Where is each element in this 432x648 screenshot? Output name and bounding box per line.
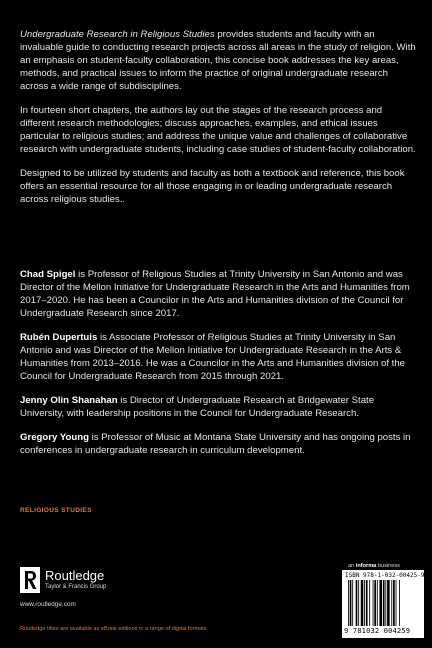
author-bio — [20, 268, 416, 320]
ebook-note: Routledge titles are available as eBook editions in a range of digital formats — [20, 626, 207, 632]
description-paragraph-2: In fourteen short chapters, the authors lay out the stages of the research process and different research methodologies; discuss approaches, examples, and ethical issues particular to religious studies; and address the unique value and challenges of collaborative research with undergraduate students, including case studies of student-faculty collaboration. — [20, 105, 416, 155]
author-name: Jenny Olin Shanahan — [20, 395, 118, 406]
informa-suffix: business — [376, 563, 400, 569]
publisher-url: www.routledge.com — [20, 601, 76, 608]
author-name: Chad Spigel — [20, 269, 76, 280]
publisher-logo — [20, 567, 106, 593]
author-bio-text: is Director of Undergraduate Research at Bridgewater State University, with leadership positions in the Council for Undergraduate Research. — [20, 395, 375, 419]
author-name: Gregory Young — [20, 432, 89, 443]
author-bio — [20, 331, 416, 383]
informa-business-line — [348, 563, 400, 569]
publisher-name: Routledge — [45, 568, 105, 583]
author-bios — [20, 268, 416, 468]
publisher-group: Taylor & Francis Group — [45, 584, 107, 590]
description-paragraph-3: Designed to be utilized by students and faculty as both a textbook and reference, this book offers an essential resource for all those engaging in or leading undergraduate research across religious studies.. — [20, 168, 405, 205]
author-bio — [20, 431, 416, 457]
author-name: Rubén Dupertuis — [20, 332, 98, 343]
barcode-icon — [348, 580, 418, 626]
description-block — [20, 28, 416, 217]
subject-category: RELIGIOUS STUDIES — [20, 507, 92, 514]
book-title: Undergraduate Research in Religious Studies — [20, 29, 215, 40]
author-bio-text: is Professor of Music at Montana State University and has ongoing posts in conferences in undergraduate research in curriculum development. — [20, 432, 411, 456]
routledge-r-icon — [20, 567, 40, 593]
informa-prefix: an — [348, 563, 356, 569]
author-bio — [20, 394, 416, 420]
barcode-box — [342, 570, 424, 638]
isbn-label: ISBN 978-1-032-00425-9 — [345, 572, 425, 579]
description-paragraph-1-text: provides students and faculty with an invaluable guide to conducting research projects across all areas in the study of religion. With an emphasis on student-faculty collaboration, this concise book addresses the key areas, methods, and practical issues to inform the practice of original undergraduate research across a wide range of subdisciplines. — [20, 29, 416, 92]
description-paragraph-1 — [20, 28, 416, 93]
informa-word: informa — [355, 563, 377, 569]
author-bio-text: is Associate Professor of Religious Studies at Trinity University in San Antonio and was Director of the Mellon Initiative for Undergraduate Research in the Arts & Humanities from 2013–2016. He was a Councilor in the Arts and Humanities division of the Council for Undergraduate Research from 2015 through 2021. — [20, 332, 406, 382]
author-bio-text: is Professor of Religious Studies at Trinity University in San Antonio and was Director of the Mellon Initiative for Undergraduate Research in the Arts and Humanities from 2017–2020. He has been a Councilor in the Arts and Humanities division of the Council for Undergraduate Research since 2017. — [20, 269, 410, 319]
barcode-number: 9 781032 004259 — [344, 627, 411, 635]
